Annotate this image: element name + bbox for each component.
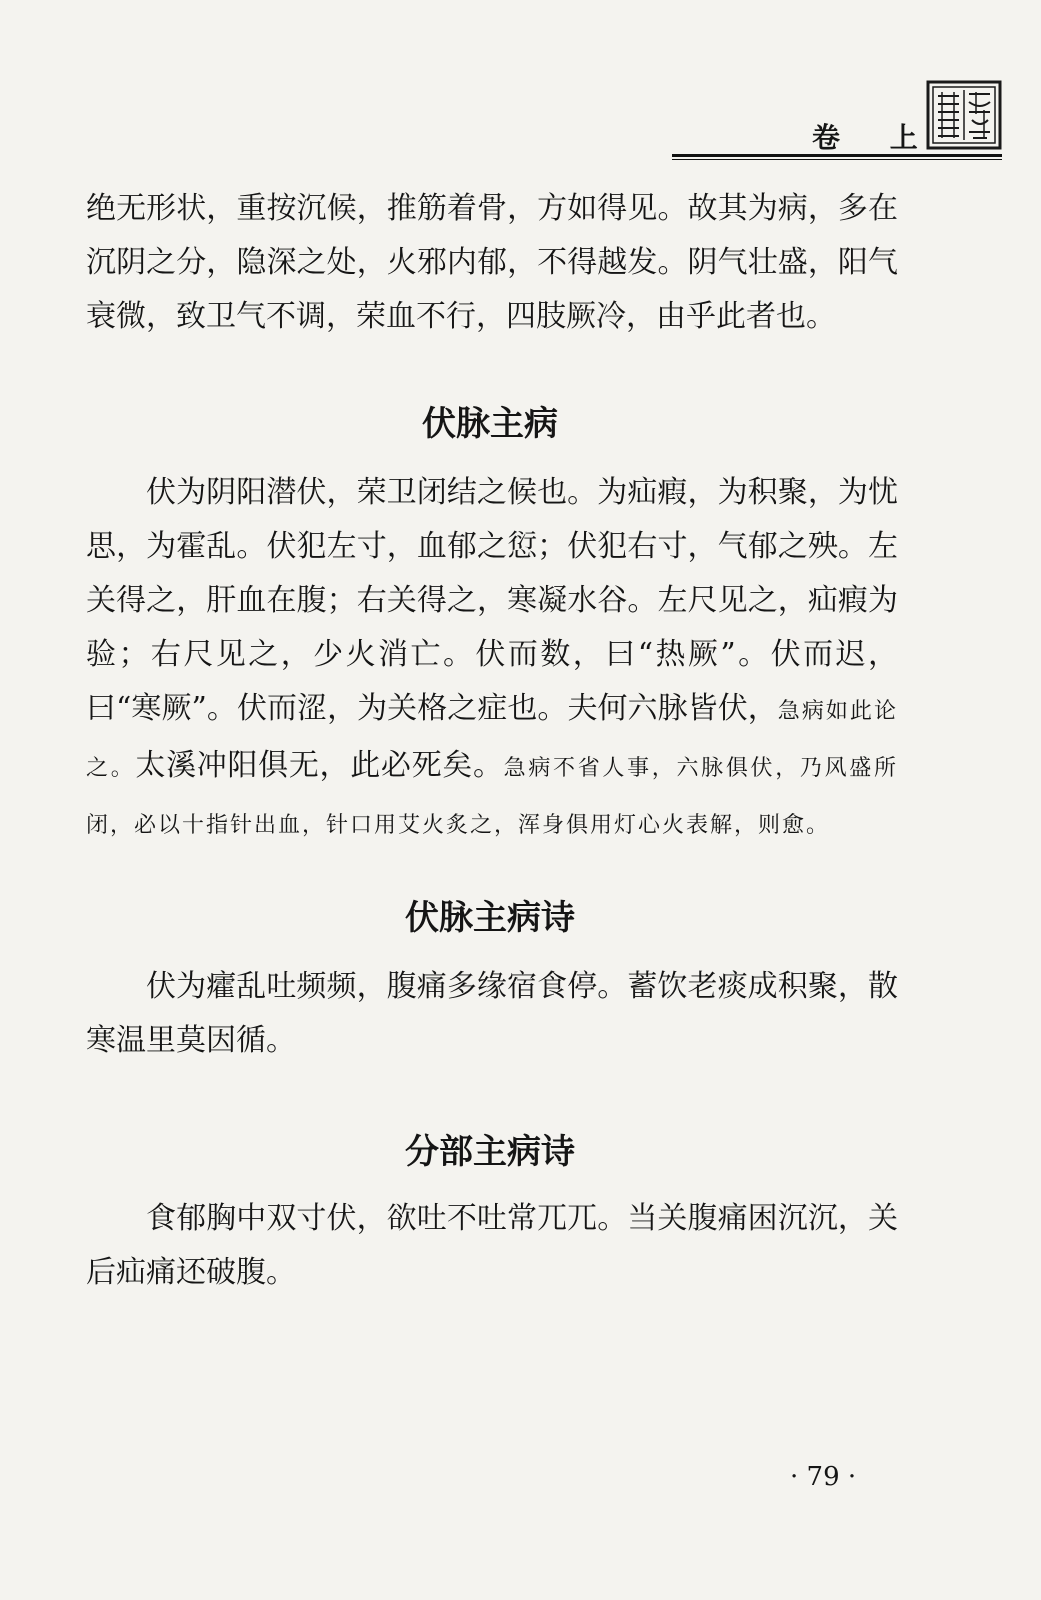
body-text: 太溪冲阳俱无，此必死矣。 (135, 748, 504, 783)
annotation-note: 急病如此论之。 (86, 699, 898, 781)
seal-stamp-icon (926, 80, 1002, 150)
section-body-fen-bu-poem: 食郁胸中双寸伏，欲吐不吐常兀兀。当关腹痛困沉沉，关后疝痛还破腹。 (86, 1201, 898, 1290)
section-body-fu-mai-poem: 伏为癨乱吐频频，腹痛多缘宿食停。蓄饮老痰成积聚，散寒温里莫因循。 (86, 969, 898, 1058)
annotation-note: 急病不省人事，六脉俱伏，乃风盛所闭，必以十指针出血，针口用艾火炙之，浑身俱用灯心火表解，则愈。 (86, 756, 898, 838)
page-number: · 79 · (790, 1462, 857, 1492)
header-rule (672, 154, 1002, 160)
section-title-fen-bu-poem: 分部主病诗 (405, 1132, 575, 1172)
section-label: 卷 上 (812, 121, 938, 154)
section-body-fu-mai-zhu-bing (86, 466, 898, 853)
section-title-fu-mai-zhu-bing: 伏脉主病 (422, 404, 558, 444)
body-text: 伏为阴阳潜伏，荣卫闭结之候也。为疝瘕，为积聚，为忧思，为霍乱。伏犯左寸，血郁之愆；伏犯右寸，气郁之殃。左关得之，肝血在腹；右关得之，寒凝水谷。左尺见之，疝瘕为验；右尺见之，少火消亡。伏而数，曰“热厥”。伏而迟，曰“寒厥”。伏而涩，为关格之症也。夫何六脉皆伏， (86, 475, 898, 726)
section-title-fu-mai-poem: 伏脉主病诗 (405, 898, 575, 938)
intro-paragraph: 绝无形状，重按沉候，推筋着骨，方如得见。故其为病，多在沉阴之分，隐深之处，火邪内郁，不得越发。阴气壮盛，阳气衰微，致卫气不调，荣血不行，四肢厥冷，由乎此者也。 (86, 191, 898, 334)
